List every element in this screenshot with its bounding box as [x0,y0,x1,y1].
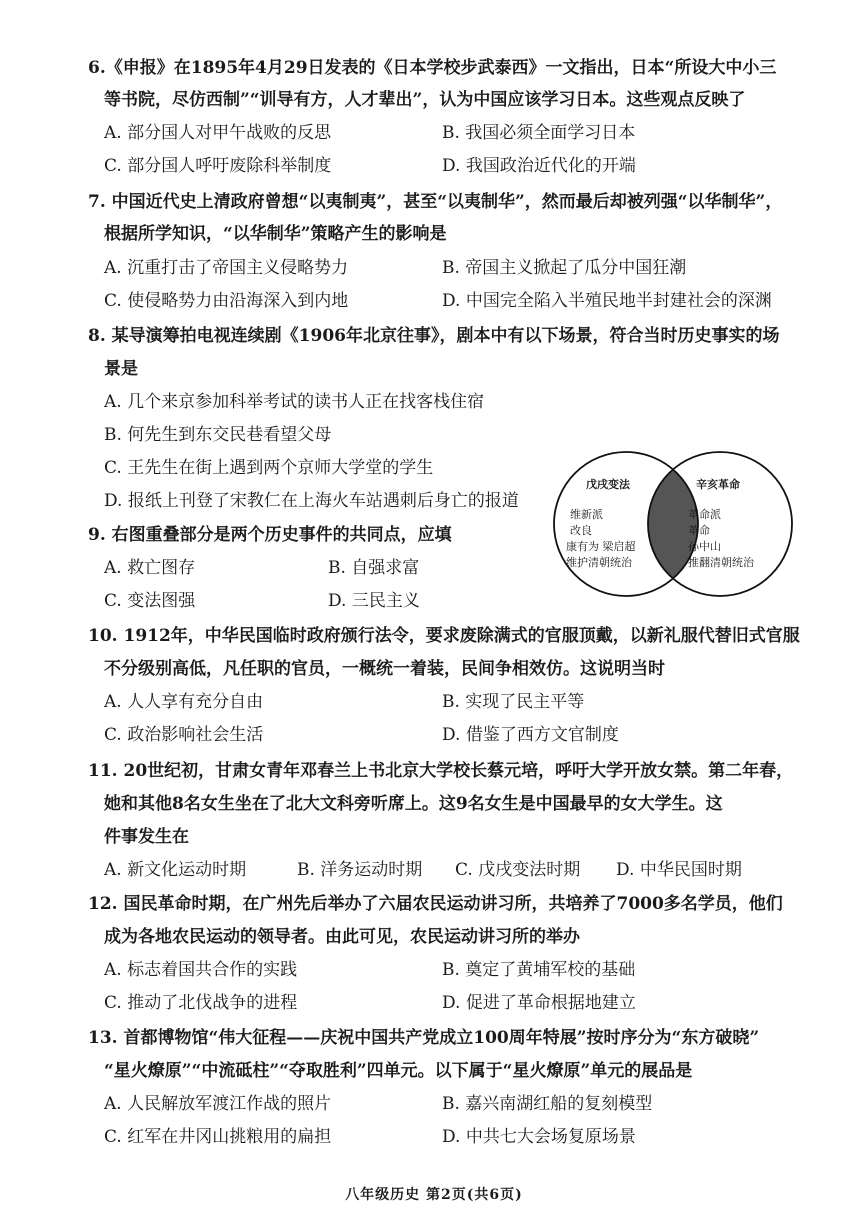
question-10-option-a: A. 人人享有充分自由 [104,692,264,712]
question-8-option-d: D. 报纸上刊登了宋教仁在上海火车站遇刺后身亡的报道 [104,491,519,511]
question-13-stem-line-2: “星火燎原”“中流砥柱”“夺取胜利”四单元。以下属于“星火燎原”单元的展品是 [104,1061,693,1081]
question-9-stem-line-1: 9. 右图重叠部分是两个历史事件的共同点，应填 [88,525,452,545]
question-12-stem-line-2: 成为各地农民运动的领导者。由此可见，农民运动讲习所的举办 [104,927,580,947]
question-8-stem-line-2: 景是 [104,359,138,379]
question-8-option-a: A. 几个来京参加科举考试的读书人正在找客栈住宿 [104,392,485,412]
question-6-option-a: A. 部分国人对甲午战败的反思 [104,123,332,143]
question-6-stem-line-1: 6.《申报》在1895年4月29日发表的《日本学校步武泰西》一文指出，日本“所设大中小三 [88,58,777,78]
question-12-option-c: C. 推动了北伐战争的进程 [104,993,298,1013]
question-6-option-c: C. 部分国人呼吁废除科举制度 [104,156,332,176]
venn-left-title: 戊戌变法 [586,478,630,491]
question-12-option-b: B. 奠定了黄埔军校的基础 [442,960,636,980]
question-7-stem-line-2: 根据所学知识，“以华制华”策略产生的影响是 [104,224,447,244]
venn-right-item-1: 革命派 [688,508,721,521]
venn-right-item-4: 推翻清朝统治 [688,556,754,569]
question-11-option-d: D. 中华民国时期 [616,860,742,880]
question-11-stem-line-3: 件事发生在 [104,827,189,847]
venn-left-item-1: 维新派 [570,508,603,521]
venn-left-item-2: 改良 [570,524,592,537]
page-footer: 八年级历史 第2页(共6页) [345,1187,523,1203]
question-13-option-b: B. 嘉兴南湖红船的复刻模型 [442,1094,653,1114]
venn-left-item-4: 维护清朝统治 [566,556,632,569]
question-11-stem-line-1: 11. 20世纪初，甘肃女青年邓春兰上书北京大学校长蔡元培，呼吁大学开放女禁。第二年春， [88,761,794,781]
question-10-option-c: C. 政治影响社会生活 [104,725,264,745]
question-10-option-d: D. 借鉴了西方文官制度 [442,725,619,745]
question-12-option-a: A. 标志着国共合作的实践 [104,960,298,980]
question-7-option-d: D. 中国完全陷入半殖民地半封建社会的深渊 [442,291,772,311]
question-6-stem-line-2: 等书院，尽仿西制”“训导有方，人才辈出”，认为中国应该学习日本。这些观点反映了 [104,90,746,110]
question-8-option-c: C. 王先生在街上遇到两个京师大学堂的学生 [104,458,434,478]
question-6-option-b: B. 我国必须全面学习日本 [442,123,636,143]
question-10-stem-line-1: 10. 1912年，中华民国临时政府颁行法令，要求废除满式的官服顶戴，以新礼服代替旧式官服 [88,626,800,646]
question-9-option-a: A. 救亡图存 [104,558,196,578]
venn-left-item-3: 康有为 梁启超 [566,540,636,553]
question-11-option-b: B. 洋务运动时期 [297,860,423,880]
question-13-option-a: A. 人民解放军渡江作战的照片 [104,1094,332,1114]
question-7-option-b: B. 帝国主义掀起了瓜分中国狂潮 [442,258,687,278]
question-13-option-d: D. 中共七大会场复原场景 [442,1127,636,1147]
question-8-option-b: B. 何先生到东交民巷看望父母 [104,425,332,445]
question-10-stem-line-2: 不分级别高低，凡任职的官员，一概统一着装，民间争相效仿。这说明当时 [104,659,665,679]
question-10-option-b: B. 实现了民主平等 [442,692,585,712]
venn-right-title: 辛亥革命 [696,478,740,491]
question-12-stem-line-1: 12. 国民革命时期，在广州先后举办了六届农民运动讲习所，共培养了7000多名学员，他们 [88,894,783,914]
question-11-stem-line-2: 她和其他8名女生坐在了北大文科旁听席上。这9名女生是中国最早的女大学生。这 [104,794,723,814]
question-11-option-a: A. 新文化运动时期 [104,860,247,880]
question-7-option-c: C. 使侵略势力由沿海深入到内地 [104,291,349,311]
venn-diagram [546,448,810,600]
question-9-option-d: D. 三民主义 [328,591,420,611]
question-13-option-c: C. 红军在井冈山挑粮用的扁担 [104,1127,332,1147]
question-6-option-d: D. 我国政治近代化的开端 [442,156,636,176]
question-9-option-c: C. 变法图强 [104,591,196,611]
question-13-stem-line-1: 13. 首都博物馆“伟大征程——庆祝中国共产党成立100周年特展”按时序分为“东方破晓” [88,1028,760,1048]
venn-right-item-3: 孙中山 [688,540,721,553]
question-8-stem-line-1: 8. 某导演筹拍电视连续剧《1906年北京往事》，剧本中有以下场景，符合当时历史事实的场 [88,326,780,346]
question-11-option-c: C. 戊戌变法时期 [455,860,581,880]
venn-right-item-2: 革命 [688,524,710,537]
question-7-stem-line-1: 7. 中国近代史上清政府曾想“以夷制夷”，甚至“以夷制华”，然而最后却被列强“以华制华”， [88,192,783,212]
question-7-option-a: A. 沉重打击了帝国主义侵略势力 [104,258,349,278]
question-12-option-d: D. 促进了革命根据地建立 [442,993,636,1013]
question-9-option-b: B. 自强求富 [328,558,420,578]
